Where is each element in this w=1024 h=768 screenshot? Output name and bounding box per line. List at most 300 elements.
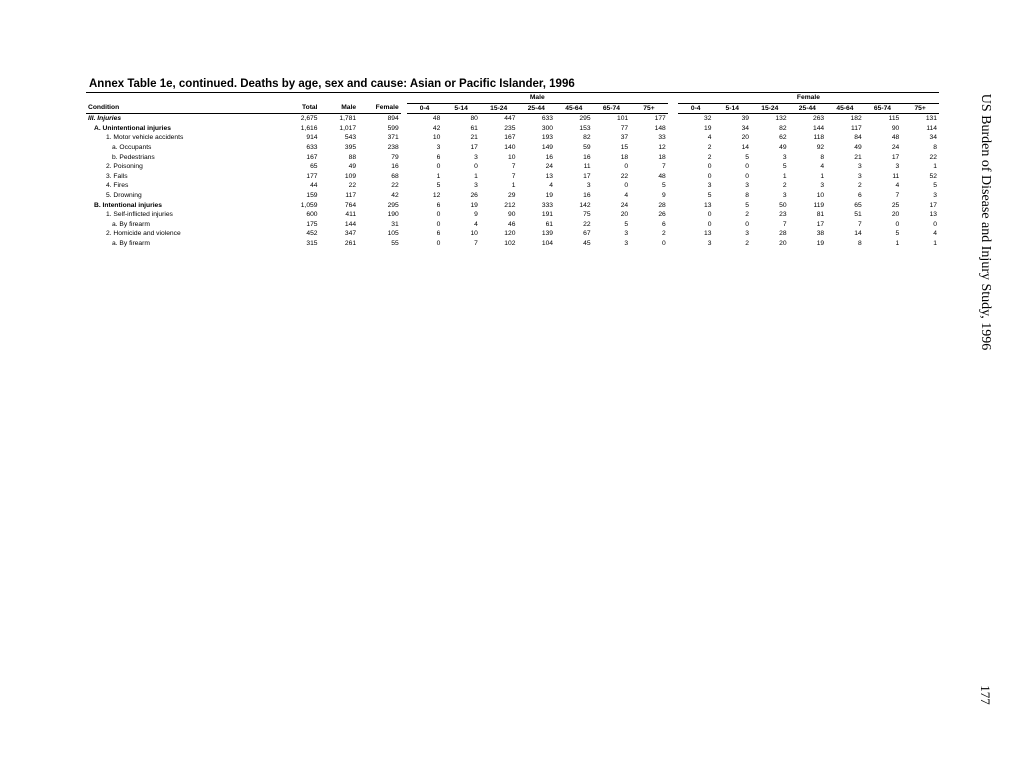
table-cell: 20: [891, 211, 900, 219]
table-cell: 132: [775, 115, 787, 123]
table-cell: 411: [345, 211, 357, 219]
female-age-header: 75+: [901, 103, 939, 114]
table-title: Annex Table 1e, continued. Deaths by age, sex and cause: Asian or Pacific Islander, 1996: [89, 78, 575, 90]
table-cell: 17: [470, 143, 478, 151]
page-number: 177: [978, 685, 993, 705]
table-cell: 9: [474, 211, 478, 219]
table-cell: 263: [812, 115, 825, 123]
table-cell: 3: [624, 230, 629, 238]
table-cell: 105: [387, 230, 399, 238]
table-row: [86, 114, 939, 124]
table-row: [86, 229, 939, 239]
table-cell: 0: [895, 220, 900, 228]
table-cell: 1: [436, 172, 441, 180]
table-cell: 914: [306, 134, 318, 142]
table-cell: 3: [474, 182, 478, 190]
table-cell: 39: [741, 115, 750, 123]
table-body: [86, 114, 939, 249]
table-cell: 0: [474, 163, 478, 171]
table-cell: 32: [704, 115, 712, 123]
table-cell: 2: [745, 239, 750, 247]
table-cell: 22: [391, 182, 399, 190]
table-cell: 7: [662, 163, 666, 171]
table-cell: 61: [545, 220, 554, 228]
table-cell: 42: [391, 191, 399, 199]
table-cell: 1: [820, 172, 825, 180]
male-age-header: 0-4: [407, 103, 443, 114]
table-cell: 153: [579, 124, 591, 132]
table-cell: 142: [579, 201, 591, 209]
table-cell: 8: [857, 239, 862, 247]
table-cell: 10: [508, 153, 516, 161]
table-cell: 59: [583, 143, 591, 151]
table-cell: 159: [306, 191, 318, 199]
table-cell: 34: [929, 134, 937, 142]
table-cell: 37: [620, 134, 629, 142]
table-cell: 2: [707, 143, 712, 151]
table-cell: 1: [511, 182, 516, 190]
row-condition-label: 2. Homicide and violence: [106, 230, 181, 238]
table-cell: 599: [387, 124, 399, 132]
table-cell: 114: [926, 124, 937, 132]
table-cell: 8: [745, 191, 750, 199]
column-gap: [668, 191, 678, 201]
table-cell: 28: [779, 230, 787, 238]
row-condition-label: a. Occupants: [112, 143, 152, 151]
table-cell: 119: [813, 201, 825, 209]
table-cell: 894: [387, 115, 399, 123]
running-title: US Burden of Disease and Injury Study, 1996: [978, 93, 993, 351]
table-cell: 109: [344, 172, 357, 180]
table-cell: 447: [504, 115, 516, 123]
table-cell: 14: [854, 230, 862, 238]
table-cell: 82: [583, 134, 591, 142]
table-cell: 333: [541, 201, 554, 209]
table-cell: 7: [895, 191, 900, 199]
table-cell: 2,675: [300, 115, 318, 123]
table-cell: 19: [545, 191, 554, 199]
table-cell: 67: [583, 230, 591, 238]
table-cell: 81: [816, 211, 825, 219]
table-cell: 191: [541, 211, 554, 219]
table-cell: 1,781: [339, 115, 357, 123]
female-group-header: Female: [678, 93, 939, 103]
table-row: [86, 153, 939, 163]
table-cell: 131: [925, 115, 937, 123]
table-cell: 5: [895, 230, 900, 238]
table-cell: 315: [306, 239, 318, 247]
table-cell: 28: [658, 201, 666, 209]
table-cell: 17: [816, 220, 825, 228]
table-cell: 117: [851, 124, 862, 132]
row-condition-label: III. Injuries: [88, 115, 122, 123]
table-cell: 19: [704, 124, 712, 132]
table-cell: 34: [741, 124, 750, 132]
row-condition-label: 5. Drowning: [106, 191, 142, 199]
table-cell: 20: [779, 239, 787, 247]
table-cell: 3: [745, 230, 750, 238]
table-cell: 600: [306, 211, 318, 219]
table-cell: 48: [658, 172, 666, 180]
table-cell: 238: [387, 143, 399, 151]
table-cell: 0: [624, 163, 629, 171]
table-cell: 212: [504, 201, 516, 209]
table-cell: 92: [816, 143, 825, 151]
table-cell: 5: [745, 201, 750, 209]
table-cell: 52: [929, 172, 937, 180]
table-cell: 23: [779, 211, 787, 219]
column-gap: [668, 229, 678, 239]
table-cell: 16: [545, 153, 554, 161]
table-cell: 117: [345, 191, 357, 199]
deaths-table: [86, 93, 939, 249]
table-cell: 0: [624, 182, 629, 190]
table-cell: 5: [745, 153, 750, 161]
table-cell: 175: [306, 220, 318, 228]
table-cell: 139: [541, 230, 554, 238]
table-cell: 7: [857, 220, 862, 228]
table-cell: 20: [741, 134, 750, 142]
table-cell: 6: [436, 230, 441, 238]
table-cell: 11: [583, 163, 591, 171]
table-cell: 0: [436, 211, 441, 219]
female-age-header: 65-74: [864, 103, 902, 114]
table-cell: 3: [586, 182, 591, 190]
table-cell: 4: [474, 220, 478, 228]
table-cell: 8: [820, 153, 825, 161]
row-condition-label: a. By firearm: [112, 239, 150, 247]
total-header: Total: [267, 103, 320, 114]
table-cell: 3: [857, 172, 862, 180]
table-cell: 55: [391, 239, 399, 247]
table-row: [86, 191, 939, 201]
table-cell: 0: [707, 211, 712, 219]
row-condition-label: 2. Poisoning: [106, 163, 143, 171]
table-cell: 1: [933, 163, 937, 171]
table-cell: 149: [541, 143, 554, 151]
table-cell: 15: [620, 143, 629, 151]
table-cell: 16: [391, 163, 399, 171]
table-cell: 148: [654, 124, 666, 132]
table-cell: 347: [344, 230, 357, 238]
table-cell: 371: [387, 134, 399, 142]
table-cell: 300: [541, 124, 554, 132]
table-row: [86, 201, 939, 211]
table-cell: 22: [929, 153, 937, 161]
table-cell: 49: [854, 143, 862, 151]
table-cell: 51: [854, 211, 862, 219]
table-cell: 118: [813, 134, 825, 142]
column-gap: [668, 114, 678, 124]
table-cell: 90: [508, 211, 516, 219]
column-gap: [668, 153, 678, 163]
female-header: Female: [358, 103, 401, 114]
table-cell: 26: [658, 211, 666, 219]
table-cell: 235: [504, 124, 516, 132]
column-header-row: [86, 103, 939, 114]
table-cell: 5: [782, 163, 787, 171]
table-cell: 1,616: [300, 124, 318, 132]
table-cell: 1: [782, 172, 787, 180]
table-cell: 0: [745, 163, 750, 171]
table-row: [86, 210, 939, 220]
table-cell: 261: [344, 239, 357, 247]
table-cell: 13: [704, 230, 712, 238]
table-cell: 0: [745, 172, 750, 180]
table-cell: 12: [658, 143, 666, 151]
male-header: Male: [320, 103, 359, 114]
table-cell: 144: [344, 220, 357, 228]
table-cell: 16: [583, 191, 591, 199]
table-cell: 295: [387, 201, 399, 209]
table-cell: 115: [888, 115, 900, 123]
table-cell: 68: [391, 172, 399, 180]
table-cell: 24: [620, 201, 629, 209]
table-cell: 88: [348, 153, 357, 161]
table-cell: 3: [745, 182, 750, 190]
table-cell: 2: [857, 182, 862, 190]
table-cell: 1: [933, 239, 937, 247]
table-row: [86, 133, 939, 143]
female-age-header: 0-4: [678, 103, 714, 114]
table-cell: 177: [654, 115, 666, 123]
row-condition-label: b. Pedestrians: [112, 153, 155, 161]
group-header-row: [86, 93, 939, 103]
table-cell: 65: [854, 201, 862, 209]
column-gap: [668, 220, 678, 230]
table-cell: 5: [436, 182, 441, 190]
table-row: [86, 239, 939, 249]
table-cell: 5: [933, 182, 937, 190]
table-cell: 45: [583, 239, 591, 247]
table-cell: 0: [707, 163, 712, 171]
table-cell: 190: [387, 211, 399, 219]
column-gap: [668, 181, 678, 191]
table-cell: 50: [779, 201, 787, 209]
table-cell: 0: [933, 220, 937, 228]
male-group-header: Male: [407, 93, 668, 103]
table-cell: 1,017: [339, 124, 357, 132]
table-cell: 38: [816, 230, 825, 238]
table-cell: 49: [779, 143, 787, 151]
table-cell: 2: [745, 211, 750, 219]
table-cell: 633: [541, 115, 554, 123]
table-cell: 140: [504, 143, 516, 151]
table-cell: 0: [707, 220, 712, 228]
table-cell: 17: [891, 153, 900, 161]
table-cell: 5: [662, 182, 666, 190]
column-gap: [668, 201, 678, 211]
table-cell: 3: [782, 153, 787, 161]
row-condition-label: a. By firearm: [112, 220, 150, 228]
table-cell: 3: [820, 182, 825, 190]
table-cell: 49: [348, 163, 357, 171]
table-cell: 1,059: [300, 201, 318, 209]
column-gap: [668, 210, 678, 220]
table-cell: 20: [620, 211, 629, 219]
table-cell: 18: [620, 153, 629, 161]
row-condition-label: 4. Fires: [106, 182, 129, 190]
table-cell: 167: [306, 153, 318, 161]
table-cell: 21: [854, 153, 862, 161]
table-cell: 3: [436, 143, 441, 151]
female-age-header: 15-24: [751, 103, 789, 114]
column-gap: [668, 172, 678, 182]
table-cell: 3: [933, 191, 937, 199]
table-cell: 4: [707, 134, 712, 142]
table-cell: 10: [470, 230, 478, 238]
table-cell: 3: [895, 163, 900, 171]
table-cell: 6: [436, 201, 441, 209]
table-cell: 4: [933, 230, 937, 238]
table-row: [86, 220, 939, 230]
table-cell: 102: [504, 239, 516, 247]
male-age-header: 65-74: [593, 103, 631, 114]
table-cell: 452: [306, 230, 318, 238]
female-age-header: 5-14: [713, 103, 751, 114]
table-cell: 8: [933, 143, 937, 151]
table-cell: 0: [707, 172, 712, 180]
table-cell: 7: [511, 163, 516, 171]
table-cell: 3: [857, 163, 862, 171]
table-cell: 84: [854, 134, 862, 142]
table-cell: 7: [474, 239, 478, 247]
table-cell: 9: [662, 191, 666, 199]
table-cell: 79: [391, 153, 399, 161]
table-cell: 5: [624, 220, 629, 228]
male-age-header: 45-64: [555, 103, 593, 114]
row-condition-label: A. Unintentional injuries: [94, 124, 171, 132]
table-cell: 2: [662, 230, 666, 238]
table-cell: 21: [470, 134, 478, 142]
table-cell: 395: [344, 143, 357, 151]
male-age-header: 75+: [630, 103, 668, 114]
table-cell: 633: [306, 143, 318, 151]
table-cell: 295: [579, 115, 591, 123]
table-cell: 31: [391, 220, 399, 228]
table-cell: 3: [782, 191, 787, 199]
table-cell: 3: [624, 239, 629, 247]
column-gap: [668, 239, 678, 249]
condition-header: Condition: [86, 103, 267, 114]
table-cell: 6: [857, 191, 862, 199]
table-cell: 7: [782, 220, 787, 228]
table-cell: 10: [432, 134, 441, 142]
table-cell: 12: [432, 191, 441, 199]
table-cell: 3: [474, 153, 478, 161]
male-age-header: 5-14: [442, 103, 480, 114]
table-cell: 25: [891, 201, 900, 209]
table-cell: 144: [812, 124, 825, 132]
table-cell: 4: [820, 163, 825, 171]
table-cell: 4: [624, 191, 629, 199]
table-cell: 61: [470, 124, 478, 132]
table-row: [86, 162, 939, 172]
table-cell: 75: [583, 211, 591, 219]
table-cell: 6: [662, 220, 666, 228]
table-cell: 48: [891, 134, 900, 142]
table-cell: 764: [344, 201, 357, 209]
table-row: [86, 124, 939, 134]
table-cell: 48: [432, 115, 441, 123]
table-cell: 0: [436, 220, 441, 228]
table-cell: 13: [929, 211, 937, 219]
table-cell: 3: [707, 182, 712, 190]
table-cell: 3: [707, 239, 712, 247]
table-cell: 26: [470, 191, 478, 199]
table-cell: 13: [704, 201, 712, 209]
table-cell: 24: [891, 143, 900, 151]
table-cell: 4: [895, 182, 900, 190]
table-cell: 14: [741, 143, 750, 151]
table-cell: 24: [545, 163, 554, 171]
table-cell: 42: [432, 124, 441, 132]
table-cell: 2: [707, 153, 712, 161]
table-cell: 0: [745, 220, 750, 228]
row-condition-label: 3. Falls: [106, 172, 128, 180]
table-cell: 1: [895, 239, 900, 247]
table-row: [86, 172, 939, 182]
table-cell: 182: [850, 115, 862, 123]
row-condition-label: 1. Motor vehicle accidents: [106, 134, 184, 142]
table-cell: 0: [436, 163, 441, 171]
table-cell: 1: [474, 172, 478, 180]
table-cell: 4: [549, 182, 554, 190]
table-cell: 6: [436, 153, 441, 161]
table-cell: 543: [344, 134, 357, 142]
table-cell: 5: [707, 191, 712, 199]
table-cell: 167: [504, 134, 516, 142]
table-cell: 22: [620, 172, 629, 180]
table-cell: 65: [310, 163, 318, 171]
table-row: [86, 143, 939, 153]
table-cell: 120: [504, 230, 516, 238]
table-cell: 10: [816, 191, 825, 199]
column-gap: [668, 162, 678, 172]
table-cell: 82: [779, 124, 787, 132]
column-gap: [668, 133, 678, 143]
table-cell: 77: [620, 124, 629, 132]
table-cell: 22: [348, 182, 357, 190]
row-condition-label: 1. Self-inflicted injuries: [106, 211, 173, 219]
table-cell: 104: [541, 239, 554, 247]
male-age-header: 15-24: [480, 103, 518, 114]
table-cell: 90: [891, 124, 900, 132]
table-cell: 80: [470, 115, 478, 123]
table-cell: 16: [583, 153, 591, 161]
female-age-header: 25-44: [789, 103, 827, 114]
table-cell: 46: [508, 220, 516, 228]
table-cell: 193: [541, 134, 554, 142]
table-cell: 29: [508, 191, 516, 199]
table-cell: 18: [658, 153, 666, 161]
table-cell: 11: [892, 172, 900, 180]
row-condition-label: B. Intentional injuries: [94, 201, 162, 209]
table-cell: 2: [782, 182, 787, 190]
table-cell: 13: [545, 172, 554, 180]
table-cell: 17: [583, 172, 591, 180]
table-cell: 7: [511, 172, 516, 180]
table-cell: 101: [616, 115, 629, 123]
table-row: [86, 181, 939, 191]
column-gap: [668, 143, 678, 153]
column-gap: [668, 124, 678, 134]
female-age-header: 45-64: [826, 103, 864, 114]
table-cell: 44: [310, 182, 318, 190]
table-cell: 19: [470, 201, 478, 209]
table-cell: 33: [658, 134, 666, 142]
table-cell: 62: [779, 134, 787, 142]
